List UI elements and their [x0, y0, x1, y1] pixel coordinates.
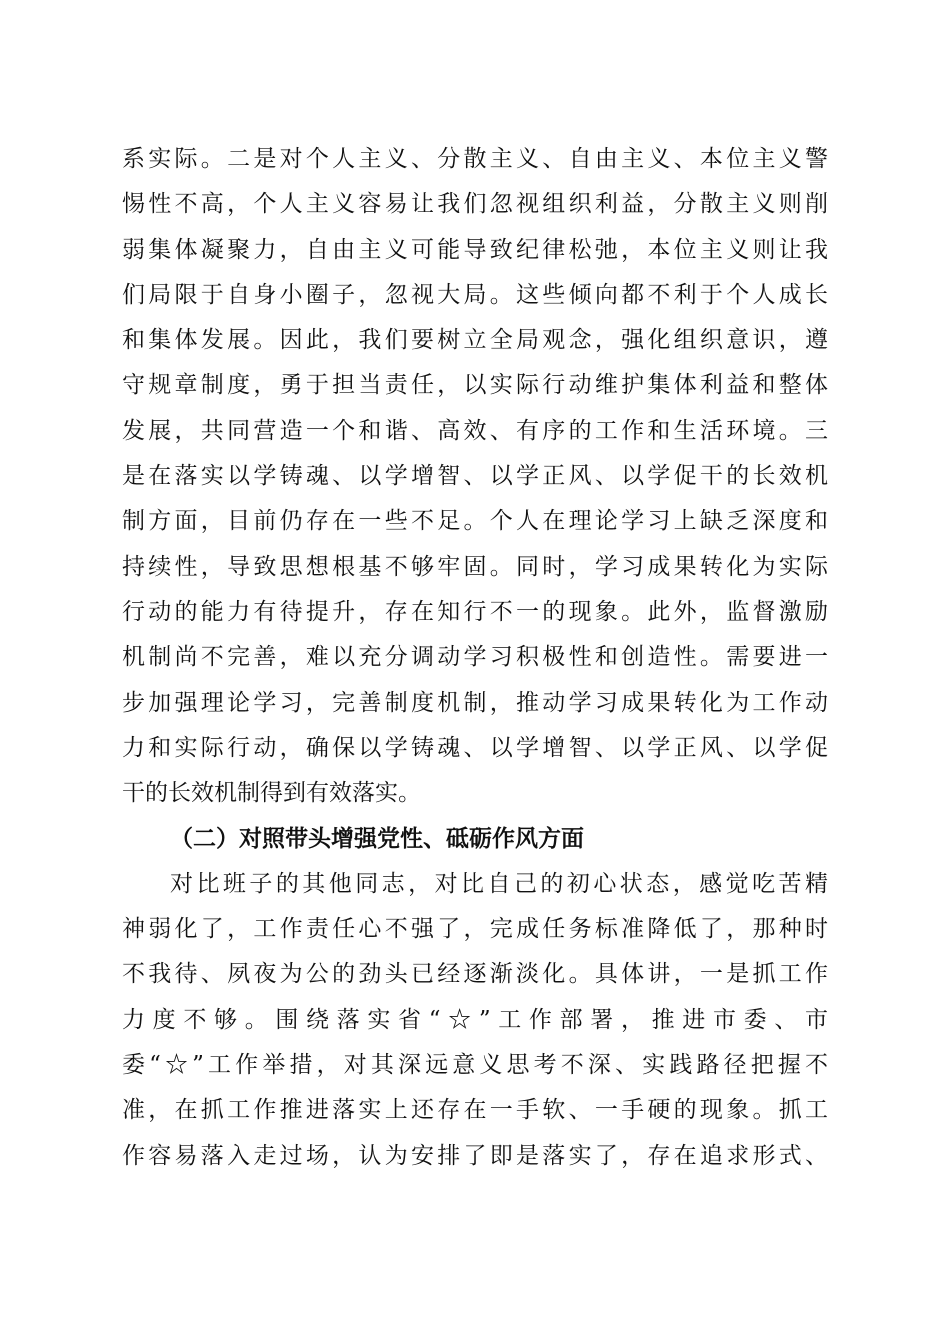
- text-line: 委“☆”工作举措，对其深远意义思考不深、实践路径把握不: [122, 1051, 828, 1078]
- text-line: 行动的能力有待提升，存在知行不一的现象。此外，监督激励: [122, 598, 828, 625]
- text-line: 不我待、夙夜为公的劲头已经逐渐淡化。具体讲，一是抓工作: [122, 961, 828, 988]
- text-line: 神弱化了，工作责任心不强了，完成任务标准降低了，那种时: [122, 916, 828, 943]
- text-line: 准，在抓工作推进落实上还存在一手软、一手硬的现象。抓工: [122, 1097, 828, 1124]
- text-line: 力和实际行动，确保以学铸魂、以学增智、以学正风、以学促: [122, 734, 828, 761]
- text-line: 力度不够。围绕落实省“☆”工作部署，推进市委、市: [122, 1006, 828, 1033]
- text-line: 作容易落入走过场，认为安排了即是落实了，存在追求形式、: [122, 1142, 828, 1169]
- text-line: 步加强理论学习，完善制度机制，推动学习成果转化为工作动: [122, 689, 828, 716]
- paragraph-continuation: [122, 137, 828, 1179]
- section-heading: （二）对照带头增强党性、砥砺作风方面: [170, 825, 584, 853]
- text-line: 干的长效机制得到有效落实。: [122, 780, 421, 807]
- text-line: 制方面，目前仍存在一些不足。个人在理论学习上缺乏深度和: [122, 508, 828, 535]
- text-line: 发展，共同营造一个和谐、高效、有序的工作和生活环境。三: [122, 417, 828, 444]
- text-line: 持续性，导致思想根基不够牢固。同时，学习成果转化为实际: [122, 553, 828, 580]
- text-line: 守规章制度，勇于担当责任，以实际行动维护集体利益和整体: [122, 372, 828, 399]
- text-line: 弱集体凝聚力，自由主义可能导致纪律松弛，本位主义则让我: [122, 236, 828, 263]
- text-line: 惕性不高，个人主义容易让我们忽视组织利益，分散主义则削: [122, 191, 828, 218]
- text-line: 们局限于自身小圈子，忽视大局。这些倾向都不利于个人成长: [122, 281, 828, 308]
- text-line: 对比班子的其他同志，对比自己的初心状态，感觉吃苦精: [170, 870, 828, 897]
- text-line: 是在落实以学铸魂、以学增智、以学正风、以学促干的长效机: [122, 463, 828, 490]
- text-line: 系实际。二是对个人主义、分散主义、自由主义、本位主义警: [122, 146, 828, 172]
- text-line: 和集体发展。因此，我们要树立全局观念，强化组织意识，遵: [122, 327, 828, 354]
- text-line: 机制尚不完善，难以充分调动学习积极性和创造性。需要进一: [122, 644, 828, 671]
